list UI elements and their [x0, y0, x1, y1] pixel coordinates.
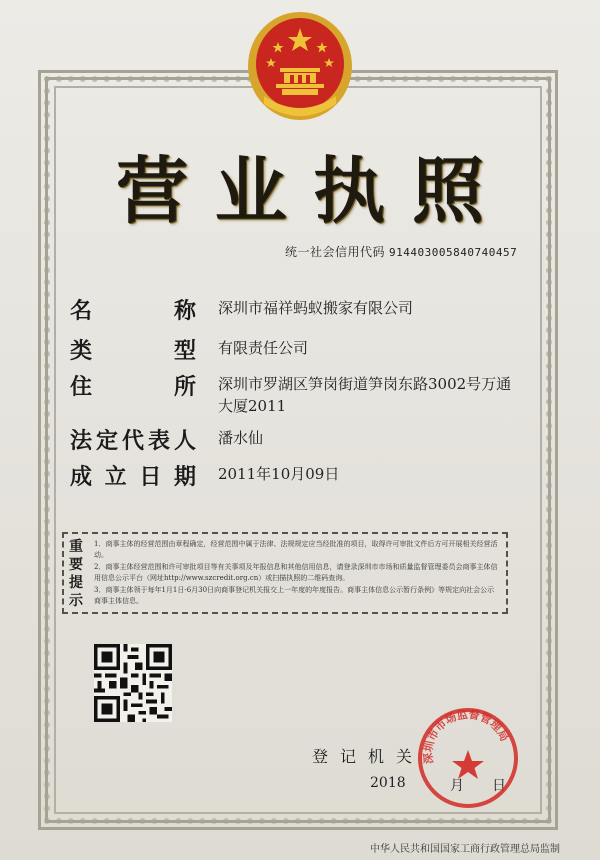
established-date: 2011年10月09日 [218, 465, 340, 483]
credit-code-label: 统一社会信用代码 [285, 245, 386, 259]
title-char: 执 [313, 149, 386, 233]
notice-item: 1．商事主体的经营范围由章程确定，经营范围中属于法律、法规规定应当经批准的项目，取得许可审批文件后方可开展相关经营活动。 [94, 540, 498, 559]
title-char: 照 [411, 149, 484, 233]
credit-code-value: 914403005840740457 [389, 246, 518, 259]
registration-year: 2018 [370, 775, 406, 791]
address-label: 住 所 [70, 375, 196, 400]
notice-item: 2．商事主体经营范围和许可审批项目等有关事项及年报信息和其他信用信息，请登录深圳市市场和质量监督管理委员会商事主体信用信息公示平台（网址http://www.szcredit.org.cn）或扫描执照的二维码查询。 [94, 563, 498, 582]
credit-code-line [285, 243, 517, 260]
title-char: 业 [214, 149, 287, 233]
notice-title: 重 要 提 示 [69, 539, 83, 609]
type-label: 类 型 [70, 339, 196, 364]
notice-item: 3．商事主体领于每年1月1日-6月30日向商事登记机关报交上一年度的年度报告。商事主体信息公示暂行条例》等规定向社会公示商事主体信息。 [94, 586, 495, 605]
company-type: 有限责任公司 [218, 339, 309, 357]
notice-items [94, 539, 500, 608]
name-label: 名 称 [70, 299, 196, 324]
qr-code-icon[interactable] [94, 644, 172, 722]
company-address [218, 373, 518, 417]
title-char: 营 [115, 149, 188, 233]
footer-supervision: 中华人民共和国国家工商行政管理总局监制 [370, 844, 560, 855]
important-notice-box [62, 532, 508, 614]
established-label: 成 立 日 期 [70, 465, 196, 490]
legal-rep-value: 潘水仙 [218, 429, 264, 447]
address-line-2: 大厦2011 [218, 397, 287, 415]
seal-text: 深圳市市场监督管理局 [421, 707, 512, 765]
registrar-label: 登 记 机 关 [312, 747, 412, 766]
day-char: 日 [492, 778, 506, 794]
legal-rep-label: 法 定 代 表 人 [70, 429, 196, 454]
address-line-1: 深圳市罗湖区笋岗街道笋岗东路3002号万通 [218, 375, 512, 393]
official-seal-icon [416, 706, 520, 810]
month-char: 月 [450, 778, 464, 794]
license-title [108, 146, 492, 236]
company-name: 深圳市福祥蚂蚁搬家有限公司 [218, 299, 414, 317]
national-emblem-icon [244, 8, 356, 126]
